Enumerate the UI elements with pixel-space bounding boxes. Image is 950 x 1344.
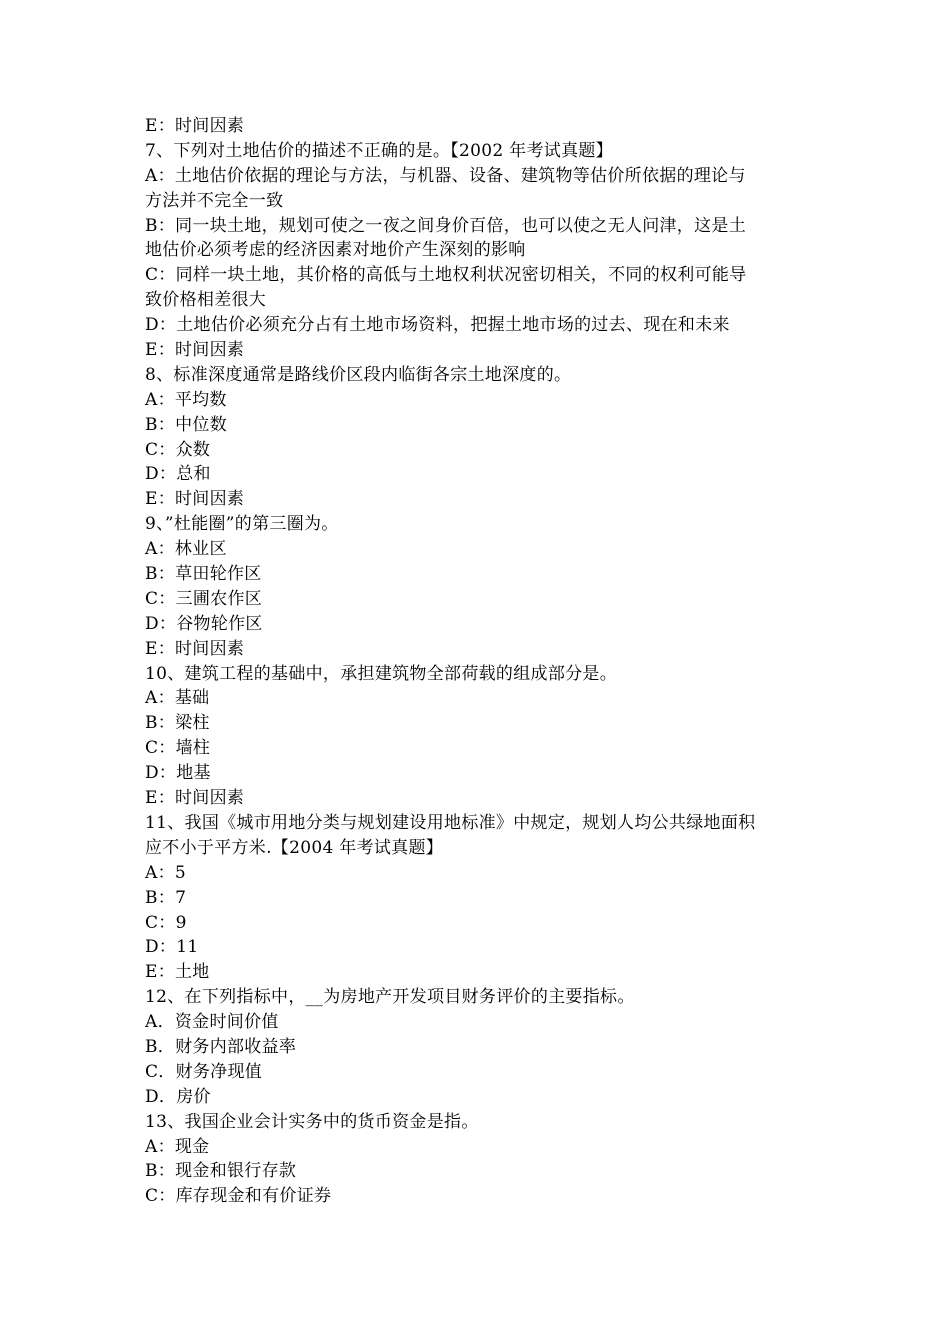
text-line: A：5 — [145, 862, 186, 883]
text-line: C：众数 — [145, 439, 211, 460]
text-line: B．财务内部收益率 — [145, 1036, 297, 1057]
text-line: 方法并不完全一致 — [145, 190, 284, 211]
text-line: B：7 — [145, 887, 187, 908]
text-line: D：土地估价必须充分占有土地市场资料，把握土地市场的过去、现在和未来 — [145, 315, 730, 336]
text-line: A：平均数 — [145, 389, 227, 410]
text-line: E：时间因素 — [145, 638, 245, 659]
text-line: B：梁柱 — [145, 713, 210, 734]
text-line: 地估价必须考虑的经济因素对地价产生深刻的影响 — [145, 240, 526, 261]
text-line: C：9 — [145, 912, 187, 933]
text-line: C：同样一块土地，其价格的高低与土地权利状况密切相关，不同的权利可能导 — [145, 265, 747, 286]
text-line: D：谷物轮作区 — [145, 613, 263, 634]
text-line: A：现金 — [145, 1136, 210, 1157]
text-line: C：库存现金和有价证券 — [145, 1186, 332, 1207]
question-11: 11、我国《城市用地分类与规划建设用地标准》中规定，规划人均公共绿地面积 — [145, 812, 756, 833]
text-line: D．房价 — [145, 1086, 211, 1107]
text-line: B：中位数 — [145, 414, 227, 435]
text-line: B：同一块土地，规划可使之一夜之间身价百倍，也可以使之无人问津，这是土 — [145, 215, 746, 236]
text-line: A：土地估价依据的理论与方法，与机器、设备、建筑物等估价所依据的理论与 — [145, 165, 746, 186]
question-8: 8、标准深度通常是路线价区段内临街各宗土地深度的。 — [145, 364, 572, 385]
text-line: E：时间因素 — [145, 489, 245, 510]
text-line: C：墙柱 — [145, 738, 211, 759]
question-7: 7、下列对土地估价的描述不正确的是。【2002 年考试真题】 — [145, 140, 613, 161]
text-line: B：草田轮作区 — [145, 564, 262, 585]
text-line: B：现金和银行存款 — [145, 1161, 297, 1182]
question-9: 9、”杜能圈”的第三圈为。 — [145, 514, 339, 535]
text-line: E：时间因素 — [145, 116, 245, 136]
text-line: C：三圃农作区 — [145, 588, 263, 609]
text-line: A：林业区 — [145, 539, 227, 560]
text-line: C．财务净现值 — [145, 1061, 263, 1082]
text-line: E：土地 — [145, 962, 210, 983]
text-line: 应不小于平方米.【2004 年考试真题】 — [145, 837, 444, 858]
text-line: E：时间因素 — [145, 788, 245, 809]
document-body — [145, 114, 815, 1209]
question-12: 12、在下列指标中，__为房地产开发项目财务评价的主要指标。 — [145, 987, 635, 1008]
text-line: D：11 — [145, 937, 199, 958]
text-line: A：基础 — [145, 688, 210, 709]
question-13: 13、我国企业会计实务中的货币资金是指。 — [145, 1111, 479, 1132]
question-10: 10、建筑工程的基础中，承担建筑物全部荷载的组成部分是。 — [145, 663, 618, 684]
text-line: D：总和 — [145, 464, 211, 485]
text-line: E：时间因素 — [145, 340, 245, 361]
text-line: D：地基 — [145, 763, 211, 784]
text-line: 致价格相差很大 — [145, 290, 267, 311]
text-line: A．资金时间价值 — [145, 1012, 279, 1033]
